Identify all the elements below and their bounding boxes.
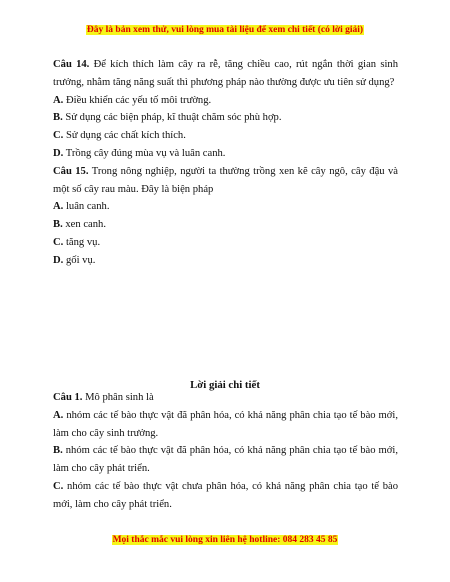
question-text: Trong nông nghiệp, người ta thường trồng xen kẽ cây ngô, cây đậu và một số cây rau màu. Đây là biện pháp [53,165,398,195]
solution-question: Câu 1. Mô phân sinh là [53,392,154,403]
preview-notice [0,25,450,35]
option-d: D. Trồng cây đúng mùa vụ và luân canh. [53,147,226,159]
option-b: B. Sử dụng các biện pháp, kĩ thuật chăm sóc phù hợp. [53,112,282,124]
solution-option-a: A. nhóm các tế bào thực vật đã phân hóa, có khả năng phân chia tạo tế bào mới, làm cho cây sinh trưởng. [53,409,398,439]
option-a: A. luân canh. [53,201,110,213]
question-14 [53,56,398,92]
solution-section [53,389,398,514]
option-d: D. gối vụ. [53,254,96,266]
solution-option-b: B. nhóm các tế bào thực vật đã phân hóa, có khả năng phân chia tạo tế bào mới, làm cho cây phát triển. [53,445,398,475]
option-b: B. xen canh. [53,219,106,231]
solution-heading: Lời giải chi tiết [190,379,260,391]
question-text: Để kích thích làm cây ra rễ, tăng chiều cao, rút ngắn thời gian sinh trưởng, nhằm tăng năng suất thì phương pháp nào thường được ưu tiên sử dụng? [53,59,398,88]
question-label: Câu 14. [53,59,90,70]
hotline-notice-text: Mọi thắc mắc vui lòng xin liên hệ hotline: 084 283 45 85 [112,535,338,545]
option-c: C. Sử dụng các chất kích thích. [53,130,186,142]
option-a: A. Điều khiển các yếu tố môi trường. [53,94,212,106]
preview-notice-text: Đây là bản xem thử, vui lòng mua tài liệu để xem chi tiết (có lời giải) [86,25,364,35]
questions-section [53,56,398,270]
solution-option-c: C. nhóm các tế bào thực vật chưa phân hóa, có khả năng phân chia tạo tế bào mới, làm cho cây phát triển. [53,480,398,510]
option-c: C. tăng vụ. [53,236,101,248]
hotline-notice [0,535,450,545]
question-15 [53,163,398,199]
question-label: Câu 15. [53,165,89,177]
